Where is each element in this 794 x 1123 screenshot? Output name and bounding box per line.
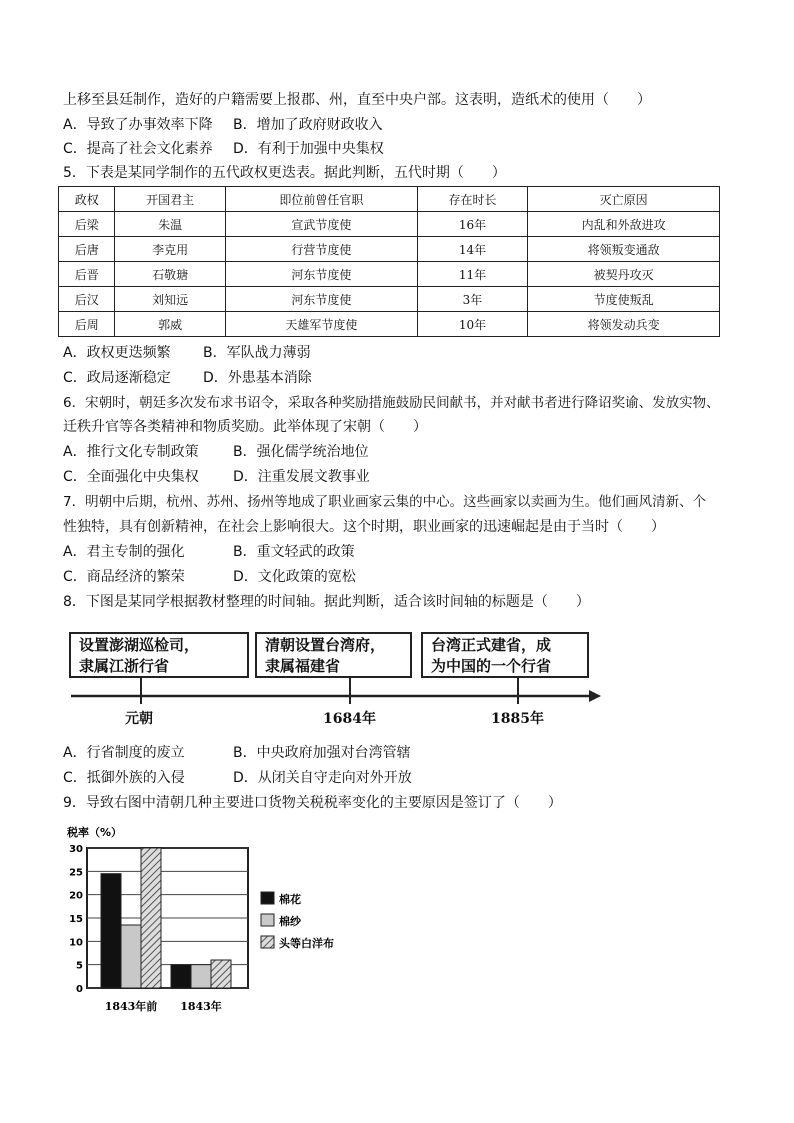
timeline-label-1684: 1684年 [323,711,376,727]
timeline-label-yuan: 元朝 [125,711,153,727]
table-header-cell: 存在时长 [417,187,528,212]
table-cell: 李克用 [115,237,226,262]
chart-bar-棉纱 [121,925,141,988]
q8-options-row2 [63,769,412,787]
q7-option-b[interactable]: B．重文轻武的政策 [233,544,355,560]
tariff-chart [63,822,363,1022]
q4-stem-line: 上移至县廷制作，造好的户籍需要上报郡、州，直至中央户部。这表明，造纸术的使用（ ） [63,92,651,108]
table-cell: 宣武节度使 [225,212,417,237]
table-cell: 后唐 [59,237,115,262]
timeline-arrow-head [589,690,601,702]
chart-bar-棉花 [101,874,121,988]
chart-y-tick-label: 30 [69,844,83,855]
chart-bar-头等白洋布 [211,960,231,988]
q6-stem-line2: 迁秩升官等各类精神和物质奖励。此举体现了宋朝（ ） [63,419,427,435]
table-cell: 后周 [59,312,115,337]
q7-option-a[interactable]: A．君主专制的强化 [63,544,185,560]
table-cell: 后汉 [59,287,115,312]
table-cell: 11年 [417,262,528,287]
q6-options-row1 [63,443,369,461]
chart-y-ticks [69,844,83,995]
q5-option-a[interactable]: A．政权更迭频繁 [63,345,171,361]
chart-y-tick-label: 20 [69,890,83,902]
table-cell: 石敬瑭 [115,262,226,287]
q7-stem-line2: 性独特，具有创新精神，在社会上影响很大。这个时期，职业画家的迅速崛起是由于当时（ ） [63,519,665,535]
chart-y-tick-label: 15 [69,914,83,925]
table-cell: 后梁 [59,212,115,237]
q7-stem-line1: 7．明朝中后期，杭州、苏州、扬州等地成了职业画家云集的中心。这些画家以卖画为生。他们画风清新、个 [63,494,707,510]
q5-option-d[interactable]: D．外患基本消除 [203,370,312,386]
q6-option-a[interactable]: A．推行文化专制政策 [63,444,199,460]
chart-legend-swatch [261,914,274,926]
chart-bar-棉纱 [191,965,211,988]
table-cell: 河东节度使 [225,262,417,287]
q8-options-row1 [63,744,411,762]
timeline-box-text: 隶属福建省 [265,657,341,675]
table-row [59,312,720,337]
q8-option-c[interactable]: C．抵御外族的入侵 [63,770,185,786]
dynasty-table [58,186,720,337]
q4-option-c[interactable]: C．提高了社会文化素养 [63,141,213,157]
timeline-box-text: 清朝设置台湾府， [265,636,386,654]
q7-option-c[interactable]: C．商品经济的繁荣 [63,569,185,585]
chart-legend-label: 棉花 [279,893,301,906]
timeline-box-text: 台湾正式建省，成 [431,636,552,654]
chart-y-tick-label: 0 [76,984,83,995]
timeline-box-text: 隶属江浙行省 [79,657,170,675]
timeline-label-1885: 1885年 [491,711,544,727]
chart-legend-label: 棉纱 [279,915,301,928]
table-cell: 内乱和外敌进攻 [528,212,720,237]
table-cell: 河东节度使 [225,287,417,312]
table-cell: 节度使叛乱 [528,287,720,312]
q6-stem-line1: 6．宋朝时，朝廷多次发布求书诏令，采取各种奖励措施鼓励民间献书，并对献书者进行降诏奖谕、发放实物、 [63,395,720,411]
table-cell: 将领叛变通敌 [528,237,720,262]
chart-bar-头等白洋布 [141,848,161,988]
q4-option-b[interactable]: B．增加了政府财政收入 [233,117,383,133]
q8-option-d[interactable]: D．从闭关自守走向对外开放 [233,770,412,786]
chart-x-tick-label: 1843年前 [104,1000,158,1013]
table-row [59,212,720,237]
q8-stem: 8．下图是某同学根据教材整理的时间轴。据此判断，适合该时间轴的标题是（ ） [63,594,590,610]
chart-y-tick-label: 10 [69,937,83,949]
q7-options-row1 [63,543,355,561]
table-cell: 14年 [417,237,528,262]
q6-option-b[interactable]: B．强化儒学统治地位 [233,444,369,460]
table-cell: 天雄军节度使 [225,312,417,337]
table-row [59,262,720,287]
q4-options-row2 [63,140,384,158]
q4-option-d[interactable]: D．有利于加强中央集权 [233,141,384,157]
chart-bar-棉花 [171,965,191,988]
q5-option-c[interactable]: C．政局逐渐稳定 [63,370,171,386]
timeline-box-text: 设置澎湖巡检司， [79,636,200,654]
chart-y-tick-label: 5 [76,960,83,972]
table-header-row [59,187,720,212]
table-cell: 后晋 [59,262,115,287]
chart-x-labels [105,999,222,1013]
q5-options-row2 [63,369,312,387]
table-header-cell: 开国君主 [115,187,226,212]
tariff-chart-svg [63,822,363,1022]
chart-legend [261,892,334,950]
chart-legend-swatch [261,936,274,948]
q7-option-d[interactable]: D．文化政策的宽松 [233,569,356,585]
q6-options-row2 [63,468,370,486]
timeline-box-text: 为中国的一个行省 [431,657,552,675]
table-cell: 将领发动兵变 [528,312,720,337]
table-header-cell: 灭亡原因 [528,187,720,212]
q8-option-a[interactable]: A．行省制度的废立 [63,745,185,761]
q5-options-row1 [63,344,311,362]
table-row [59,237,720,262]
table-cell: 被契丹攻灭 [528,262,720,287]
q4-options-row1 [63,116,383,134]
table-cell: 16年 [417,212,528,237]
table-header-cell: 即位前曾任官职 [225,187,417,212]
table-cell: 郭威 [115,312,226,337]
table-cell: 朱温 [115,212,226,237]
table-cell: 刘知远 [115,287,226,312]
chart-x-tick-label: 1843年 [180,1000,222,1013]
timeline-figure [63,626,608,736]
table-cell: 3年 [417,287,528,312]
q9-stem: 9．导致右图中清朝几种主要进口货物关税税率变化的主要原因是签订了（ ） [63,795,562,811]
table-cell: 行营节度使 [225,237,417,262]
q6-option-c[interactable]: C．全面强化中央集权 [63,469,199,485]
table-header-cell: 政权 [59,187,115,212]
q5-stem: 5．下表是某同学制作的五代政权更迭表。据此判断，五代时期（ ） [63,165,506,181]
table-cell: 10年 [417,312,528,337]
chart-legend-label: 头等白洋布 [279,937,334,950]
chart-y-axis-label: 税率（%） [67,826,123,839]
chart-y-tick-label: 25 [69,867,83,879]
q8-option-b[interactable]: B．中央政府加强对台湾管辖 [233,745,411,761]
q5-option-b[interactable]: B．军队战力薄弱 [203,345,311,361]
table-row [59,287,720,312]
q7-options-row2 [63,568,356,586]
q6-option-d[interactable]: D．注重发展文教事业 [233,469,370,485]
chart-legend-swatch [261,892,274,904]
q4-option-a[interactable]: A．导致了办事效率下降 [63,117,213,133]
